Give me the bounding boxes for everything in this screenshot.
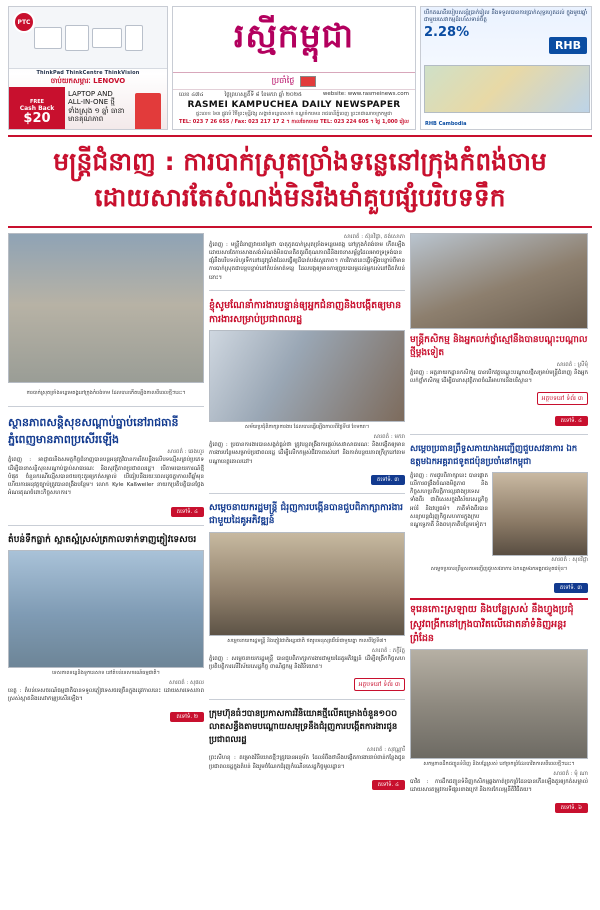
website-url[interactable]: website: www.rasmeinews.com xyxy=(322,91,409,97)
article-a8-title: តំបន់ទឹកធ្លាក់ ស្អាតស្អំស្រស់ត្រកាលទាក់ទាញភ្ញៀវទេសចរ xyxy=(8,534,197,545)
article-a6-title: សម្តេចប្រធានព្រឹទ្ធសភាយាងអញ្ជើញជួបសវនាការ ឯកឧត្តមឯកអគ្គរាជទូតជប៉ុនប្រចាំនៅកម្ពុជា xyxy=(410,444,578,467)
headline-line-1: មន្ត្រីជំនាញ : ការបាក់ស្រុតច្រាំងទន្លេនៅក្រុងកំពង់ចាម xyxy=(53,147,547,176)
article-a7-byline: សារពត៌ : មុំ ណា xyxy=(553,770,588,777)
article-a7-photo xyxy=(410,649,588,759)
page-body xyxy=(8,233,592,814)
article-a4-text: ភ្នំពេញ : អាជ្ញាធរនិងសមត្ថកិច្ចជំនាញបានបន្តអនុវត្តវិធានការរឹតបន្តឹងលើបទល្មើសគ្រប់ប្រភេទ ដើម្បីធានាសន្តិសុខសណ្តាប់ធ្នាប់សាធារណៈ និងសុវត្ថិភាពប្រជាពលរដ្ឋ។ បើតាមរបាយការណ៍ថ្មីបំផុត ចំនួនករណីល្មើសបានថយចុះគួរឲ្យកត់សម្គាល់ បើធៀបនឹងរយៈពេលដូចគ្នាកាលពីឆ្នាំមុន ហើយការអនុវត្តច្បាប់ត្រូវបានពង្រឹងបន្ថែម។ លោក Kyle Kaßweiler នាយកប្រតិបត្តិបានថ្លែងអំណរគុណចំពោះកិច្ចសហការ។ xyxy=(8,457,204,497)
article-a6-caption: សម្តេចប្រធានព្រឹទ្ធសភាអញ្ជើញជួបសវនាការ ឯកឧត្តមឯកអគ្គរាជទូតជប៉ុន។ xyxy=(430,565,568,572)
top-ad-strip xyxy=(8,6,592,130)
headline-line-2: ដោយសារតែសំណង់មិនរឹងមាំគួបផ្សំបរិបទទឹក xyxy=(94,183,506,213)
article-a8-photo xyxy=(8,550,204,668)
masthead-address: ផ្ទះលេខ ៦៣ ផ្លូវលំ វិថីព្រះមុន្នីវង្ស សង្កាត់ទន្លេបាសាក់ ខណ្ឌចំការមន រាជធានីភ្នំពេញ ព្រះរាជាណាចក្រកម្ពុជា xyxy=(195,111,393,117)
divider xyxy=(209,290,405,291)
rhb-footer: RHB Cambodia xyxy=(425,121,467,127)
article-a7-title: ទុរេនកោះស្រឡាយ និងបន្លែស្រស់ នឹងហ្វូងប្រជុំស្រូវពង្រីកនៅក្រុងបាវិតលើដោតនាំទំនិញអន្តរព្រំដែន xyxy=(410,604,574,644)
article-a9[interactable] xyxy=(209,708,405,790)
ad-lenovo[interactable] xyxy=(8,6,168,130)
article-a3-byline: សារពត៌ : ស្រីមុំ xyxy=(556,361,588,368)
lead-text: ភ្នំពេញ : មន្ត្រីជំនាញវាយតម្លៃថា បាតុភូតបាក់ស្រុតច្រាំងទន្លេមេគង្គ នៅក្រុងកំពង់ចាម កើតឡើងដោយសារតែការសាងសង់សំណង់មិនបានគិតគូរពីគុណភាពដីនិងរចនាសម្ព័ន្ធដែលអាចទ្រទ្រង់បាន ផ្សំនឹងបរិបទលំហូរទឹកនៅរដូវប្រាំងដែលធ្វើឲ្យដីបាត់បង់ស្ថេរភាព។ ការវិភាគនេះធ្វើឡើងបន្ទាប់ពីមានការបាក់ស្រុតជាបន្តបន្ទាប់នៅតំបន់មាត់ទន្លេ ដែលបង្កឲ្យមានការព្រួយបារម្ភដល់អ្នករស់នៅជិតតំបន់នោះ។ xyxy=(209,241,405,281)
ad-rhb-bank[interactable] xyxy=(420,6,592,130)
divider xyxy=(8,525,204,526)
shopping-bag-icon xyxy=(135,93,161,130)
divider xyxy=(209,493,405,494)
issue-number: លេខ ៤៧៤ xyxy=(179,92,204,98)
article-a2-caption: សម័យប្រជុំពិភាក្សាការងារ ដែលបានធ្វើឡើងកាលពីថ្ងៃទី៧ ខែមករា។ xyxy=(244,424,370,431)
monitor-icon xyxy=(92,28,122,48)
article-a7-caption: សកម្មភាពដឹកជញ្ជូនទំនិញ និងបន្លែស្រស់ នៅច្រកព្រំដែនបាវិតកាលពីពេលថ្មីៗនេះ។ xyxy=(423,761,575,767)
article-a6-continue[interactable]: តទៅទំ. ៣ xyxy=(554,583,588,593)
article-a9-byline: សារពត៌ : សុវណ្ណារី xyxy=(366,747,405,754)
article-a2-continue[interactable]: តទៅទំ. ៣ xyxy=(371,475,405,485)
masthead-english-title: RASMEI KAMPUCHEA DAILY NEWSPAPER xyxy=(187,100,401,110)
article-a6[interactable] xyxy=(410,443,588,593)
masthead-subtitle: ប្រចាំថ្ងៃ xyxy=(271,76,295,85)
divider xyxy=(8,406,204,407)
article-a5-title: សម្តេចនាយករដ្ឋមន្ត្រី ជំរុញការបង្កើនបានជួបពិភាក្សាការងារជាមួយដៃគូអភិវឌ្ឍន៍ xyxy=(209,502,404,527)
main-headline xyxy=(8,135,592,228)
lead-byline: សារពត៌ : ស៊ុនវិជ្ជា, គង់សោភា xyxy=(343,233,405,240)
article-a9-continue[interactable]: តទៅទំ. ៤ xyxy=(372,780,405,790)
rhb-logo: RHB xyxy=(549,37,587,54)
cashback-badge: FREE Cash Back $20 xyxy=(9,87,65,130)
article-a2-byline: សារពត៌ : មករា xyxy=(373,434,405,440)
tower-icon xyxy=(65,25,89,51)
article-a4-title: ស្ថានភាពសន្តិសុខសណ្តាប់ធ្នាប់នៅរាជធានីភ្នំពេញមានភាពប្រសើរឡើង xyxy=(8,416,179,446)
article-a3-text: ភ្នំពេញ : អគ្គនាយកដ្ឋានកសិកម្ម បានបើកវគ្គបណ្តុះបណ្តាលថ្មីសម្រាប់មន្ត្រីជំនាញ និងអ្នកលក់ថ្នាំកសិកម្ម ដើម្បីធានាសុវត្ថិភាពចំណីអាហារនិងបរិស្ថាន។ xyxy=(410,369,588,384)
laptop-icon xyxy=(34,27,62,49)
article-a5-photo xyxy=(209,532,405,636)
rhb-interest-rate: 2.28% xyxy=(424,24,470,40)
article-a3-continue[interactable]: តទៅទំ. ៤ xyxy=(555,416,588,426)
banknotes-image xyxy=(424,65,590,113)
article-a8-byline: សារពត៌ : សុផល xyxy=(168,679,204,686)
article-a6-byline: សារពត៌ : សុខវិជ្ជា xyxy=(551,556,588,563)
article-a5-text: ភ្នំពេញ : សម្តេចនាយករដ្ឋមន្ត្រី បានជួបពិភាក្សាការងារជាមួយដៃគូអភិវឌ្ឍន៍ ដើម្បីពង្រីកកិច្ចសហប្រតិបត្តិការលើវិស័យសេដ្ឋកិច្ច ពាណិជ្ជកម្ម និងវិនិយោគ។ xyxy=(209,655,405,670)
issue-date: ថ្ងៃព្រហស្បតិ៍ទី ៨ ខែមករា ឆ្នាំ ២០២៥ xyxy=(224,92,302,98)
article-a8-continue[interactable]: តទៅទំ. ២ xyxy=(170,712,204,722)
ptc-logo: PTC xyxy=(13,11,35,33)
masthead xyxy=(172,6,416,130)
article-a5-badge[interactable]: អត្ថបទនៅ ទំព័រ ៣ xyxy=(354,678,405,691)
article-a7-continue[interactable]: តទៅទំ. ៦ xyxy=(555,803,588,813)
article-a9-text: ព្រះសីហនុ : គម្រោងវិនិយោគថ្មីៗត្រូវបានអនុម័ត ដែលរំពឹងថានឹងបង្កើតការងាររាប់ពាន់កន្លែងជូនប្រជាពលរដ្ឋក្នុងតំបន់ និងរួមចំណែកជំរុញកំណើនសេដ្ឋកិច្ចមូលដ្ឋាន។ xyxy=(209,755,405,770)
article-a7[interactable] xyxy=(410,598,588,813)
article-a2-photo xyxy=(209,330,405,422)
lead-photo-caption: ការបាក់ស្រុតច្រាំងទន្លេមេគង្គនៅក្រុងកំពង់ចាម ដែលបានកើតឡើងកាលពីពេលថ្មីៗនេះ។ xyxy=(26,389,186,396)
article-a3-title: មន្ត្រីកសិកម្ម និងអ្នកលក់ថ្នាំស្មៅនឹងបានបណ្តុះបណ្តាលថ្មីម្តងទៀត xyxy=(410,334,588,358)
article-a2-text: ភ្នំពេញ : ប្រធានការងារបានសង្កត់ធ្ងន់ថា ត្រូវបន្តពង្រឹងការផ្តល់សេវាសាធារណៈ និងបង្កើតឲ្យមានការងារបន្ថែមសម្រាប់ប្រជាពលរដ្ឋ ដើម្បីលើកកម្ពស់ជីវភាពរស់នៅ និងកាត់បន្ថយភាពក្រីក្រនៅតាមបណ្តាខេត្តគោលដៅ។ xyxy=(209,442,405,465)
lenovo-heading: ចាប់យកសម្ភារៈ LENOVO xyxy=(50,77,126,85)
article-a3-badge[interactable]: អត្ថបទនៅ ទំព័រ ៣ xyxy=(537,392,588,405)
article-a8[interactable] xyxy=(8,534,204,723)
article-lead[interactable] xyxy=(209,233,405,282)
lenovo-sub: LAPTOP AND ALL-IN-ONE ថ្មីទាំងស្រុង ១ ឆ្នាំ ធានាមានគុណភាព xyxy=(68,90,125,124)
article-a3[interactable] xyxy=(410,334,588,427)
column-center xyxy=(209,233,405,814)
article-a6-text: ភ្នំពេញ : ការជួបពិភាក្សានេះ បានផ្តោតលើការពង្រឹងចំណងមិត្តភាព និងកិច្ចសហប្រតិបត្តិការល្អរវាងប្រទេសទាំងពីរ ជាពិសេសក្នុងវិស័យសេដ្ឋកិច្ច អប់រំ និងវប្បធម៌។ ភាគីទាំងពីរបានសន្យាបន្តជំរុញកិច្ចសហការក្នុងក្របខណ្ឌទ្វេភាគី និងពហុភាគីបន្ថែមទៀត។ xyxy=(410,472,488,528)
flag-icon xyxy=(300,76,316,87)
article-a9-title: ក្រុមហ៊ុនធំៗបានប្រកាសការវិនិយោគថ្មីលើគម្រោងចំនួន១០០ លាតសន្ធឹងតាមបណ្តោយសមុទ្រនឹងជំរុញការបង្កើតការងារជូនប្រជាពលរដ្ឋ xyxy=(209,709,398,745)
article-a7-text: បាវិត : ការដឹកជញ្ជូនទំនិញកសិកម្មឆ្លងកាត់ច្រកព្រំដែនបានកើនឡើងគួរឲ្យកត់សម្គាល់ ដោយសារតម្រូវការទីផ្សារខាងក្រៅ និងការកែលម្អនីតិវិធីគយ។ xyxy=(410,778,588,793)
divider xyxy=(410,434,588,435)
article-a5[interactable] xyxy=(209,502,405,691)
divider xyxy=(209,699,405,700)
article-a2-title: ខ្ញុំសូមណែនាំការងារបន្ទាន់ឲ្យអ្នកជំនាញនិងបង្កើតឲ្យមានការងារសម្រាប់ប្រជាពលរដ្ឋ xyxy=(209,299,402,325)
masthead-subtitle-row xyxy=(173,73,415,89)
lead-photo-meeting xyxy=(410,233,588,329)
article-a8-caption: ទេសភាពទន្លេនិងទូកនេសាទ នៅតំបន់ទេសចរណ៍ធម្មជាតិ។ xyxy=(52,670,160,676)
lead-photo-riverbank xyxy=(8,233,204,383)
article-a6-photo xyxy=(492,472,588,556)
article-a2[interactable] xyxy=(209,299,405,485)
masthead-title-kh: រស្មីកម្ពុជា xyxy=(233,15,355,55)
article-a5-caption: សម្តេចនាយករដ្ឋមន្ត្រី និងភ្ញៀវជាតិអន្តរជាតិ ថតរូបអនុស្សាវរីយ៍ជាមួយគ្នា កាលពីថ្ងៃទី៧។ xyxy=(227,637,387,644)
masthead-telephone: TEL: 023 7 26 655 / Fax: 023 217 17 2 ។ កាលចែកចាយ TEL: 023 224 605 ។ ថ្លៃ 1,000 រៀល xyxy=(179,119,409,126)
rhb-ad-text: បើកគណនីរបៀបសន្សំប្រាក់រៀល នឹងទទួលបានការប្រាក់សុទ្ធរហូតដល់ ក្នុងមួយឆ្នាំ ជាមួយសេវាកម្មដ៏រហ័សទាន់ចិត្ត xyxy=(424,10,588,24)
article-a5-byline: សារពត៌ : ភក្តីរ័ត្ន xyxy=(371,647,405,654)
masthead-title xyxy=(173,7,415,73)
masthead-meta xyxy=(173,89,415,100)
article-a8-text: ខេត្ត : តំបន់ទេសចរណ៍ធម្មជាតិបានទទួលភ្ញៀវទេសចរច្រើនក្នុងរដូវកាលនេះ ដោយសារទេសភាពស្រស់ស្អាតនិងសេវាកម្មប្រសើរឡើង។ xyxy=(8,687,204,702)
article-a4[interactable] xyxy=(8,415,204,516)
article-a4-byline: សារពត៌ : ឆេងហួរ xyxy=(167,449,204,456)
aio-icon xyxy=(125,25,143,51)
article-a4-continue[interactable]: តទៅទំ. ៤ xyxy=(171,507,204,517)
thinkpad-brands: ThinkPad ThinkCentre ThinkVision xyxy=(36,70,140,76)
column-right xyxy=(410,233,588,814)
column-left xyxy=(8,233,204,814)
